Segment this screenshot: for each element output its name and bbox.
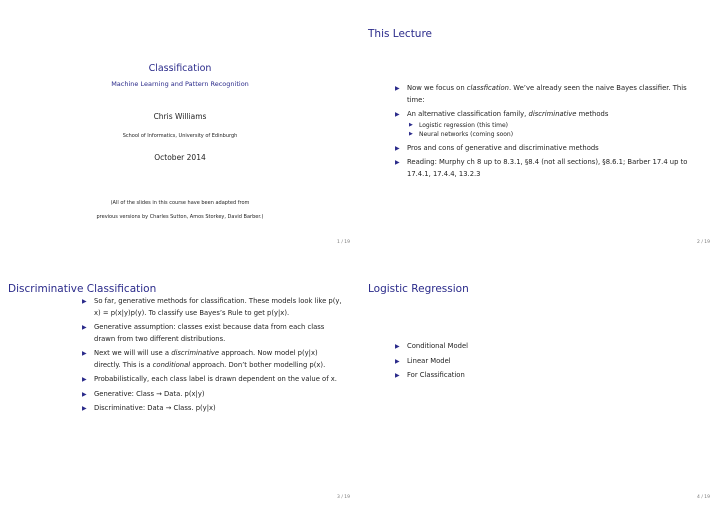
- sub-bullet-text: Logistic regression (this time): [419, 121, 508, 129]
- bullet-text: Probabilistically, each class label is drawn dependent on the value of x.: [94, 375, 337, 383]
- bullet-text: Pros and cons of generative and discriminative methods: [407, 143, 599, 152]
- triangle-bullet-icon: ▶: [409, 121, 413, 128]
- sub-list-item: [407, 130, 695, 140]
- institute: School of Informatics, University of Edinburgh: [122, 133, 238, 139]
- page-number: 4 / 19: [697, 495, 710, 500]
- author: Chris Williams: [153, 112, 207, 121]
- list-item: [82, 389, 342, 401]
- triangle-bullet-icon: ▶: [82, 324, 87, 331]
- bullet-text: Discriminative: Data → Class. p(y|x): [94, 404, 216, 412]
- triangle-bullet-icon: ▶: [82, 350, 87, 357]
- triangle-bullet-icon: ▶: [82, 390, 87, 398]
- triangle-bullet-icon: ▶: [395, 357, 400, 365]
- list-item: [395, 370, 595, 382]
- bullet-text: For Classification: [407, 371, 465, 379]
- slide-2: [360, 0, 720, 255]
- triangle-bullet-icon: ▶: [82, 298, 87, 305]
- title-page-subtitle: Machine Learning and Pattern Recognition: [111, 80, 249, 88]
- triangle-bullet-icon: ▶: [82, 376, 87, 383]
- slide-3: [0, 255, 360, 510]
- bullet-text: Now we focus on: [407, 84, 467, 92]
- bullet-text: Conditional Model: [407, 342, 469, 350]
- list-item: [82, 296, 342, 319]
- page-number: 2 / 19: [697, 240, 710, 245]
- bullet-text: . We’ve already seen the naive Bayes classifier. This time:: [407, 84, 687, 104]
- bullet-emphasis: conditional: [152, 360, 191, 369]
- slide-4: [360, 255, 720, 510]
- bullet-text: Generative: Class → Data. p(x|y): [94, 389, 205, 398]
- bullet-text: So far, generative methods for classification. These models look like p(y, x) = p(x|y)p(y). To classify use Bayes’s Rule to get p(y|x).: [94, 297, 342, 317]
- bullet-emphasis: classfication: [466, 84, 509, 92]
- list-item: [395, 356, 595, 368]
- list-item: [395, 157, 695, 180]
- list-item: [82, 348, 342, 371]
- triangle-bullet-icon: ▶: [82, 405, 87, 412]
- triangle-bullet-icon: ▶: [395, 144, 400, 152]
- frame-title: This Lecture: [368, 28, 433, 40]
- bullet-text: approach. Now model p(y|x) directly. This is a: [94, 349, 318, 369]
- list-item: [395, 109, 695, 140]
- list-item: [82, 322, 342, 345]
- bullet-list: [395, 83, 695, 183]
- credit-note: [0, 196, 360, 224]
- title-page-title: Classification: [148, 63, 212, 74]
- frame-title: Discriminative Classification: [8, 283, 157, 295]
- list-item: [82, 374, 342, 386]
- sub-list-item: [407, 121, 695, 131]
- bullet-text: Linear Model: [407, 356, 451, 365]
- bullet-text: Generative assumption: classes exist because data from each class drawn from two different distributions.: [94, 323, 325, 343]
- triangle-bullet-icon: ▶: [395, 159, 400, 166]
- triangle-bullet-icon: ▶: [395, 372, 400, 379]
- bullet-text: An alternative classification family,: [407, 110, 529, 118]
- credit-line-1: (All of the slides in this course have been adapted from: [110, 200, 250, 206]
- date: October 2014: [154, 153, 206, 162]
- bullet-text: Next we will will use a: [94, 349, 172, 357]
- sub-list: [407, 121, 695, 140]
- triangle-bullet-icon: ▶: [409, 131, 413, 137]
- bullet-emphasis: discriminative: [528, 110, 577, 118]
- page-number: 3 / 19: [337, 495, 350, 500]
- sub-bullet-text: Neural networks (coming soon): [419, 131, 514, 138]
- bullet-text: approach. Don’t bother modelling p(x).: [190, 360, 326, 369]
- list-item: [395, 341, 595, 353]
- triangle-bullet-icon: ▶: [395, 111, 400, 118]
- bullet-text: Reading: Murphy ch 8 up to 8.3.1, §8.4 (not all sections), §8.6.1; Barber 17.4 up to 17.4.1, 17.4.4, 13.2.3: [407, 158, 688, 178]
- bullet-text: methods: [576, 110, 609, 118]
- page-number: 1 / 19: [337, 240, 350, 245]
- bullet-list: [82, 296, 342, 418]
- triangle-bullet-icon: ▶: [395, 343, 400, 350]
- list-item: [82, 403, 342, 415]
- bullet-list: [395, 341, 595, 385]
- list-item: [395, 143, 695, 155]
- bullet-emphasis: discriminative: [171, 349, 220, 357]
- frame-title: Logistic Regression: [368, 283, 469, 295]
- triangle-bullet-icon: ▶: [395, 85, 400, 92]
- list-item: [395, 83, 695, 106]
- credit-line-2: previous versions by Charles Sutton, Amos Storkey, David Barber.): [96, 214, 264, 220]
- slide-1: [0, 0, 360, 255]
